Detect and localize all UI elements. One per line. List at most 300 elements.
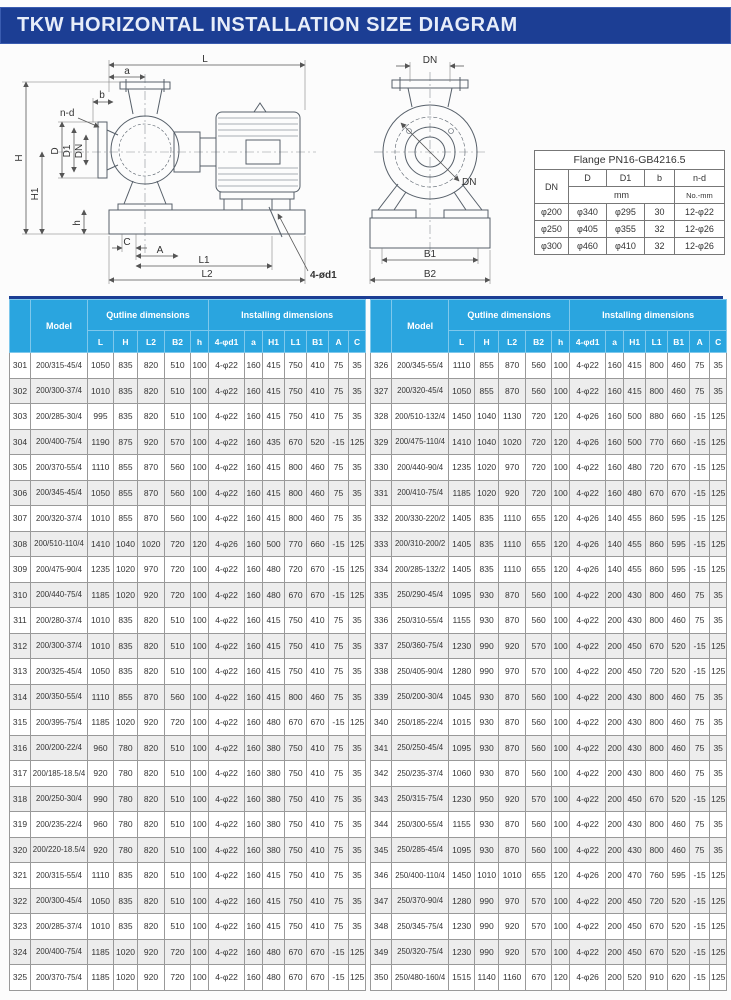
dimension-cell: 1110 <box>499 531 526 557</box>
dimension-cell: 570 <box>526 659 552 685</box>
table-row <box>10 557 366 583</box>
dimension-cell: 35 <box>349 914 366 940</box>
dimension-cell: 855 <box>114 455 138 481</box>
table-row <box>10 786 366 812</box>
dimension-cell: -15 <box>690 659 710 685</box>
dimension-cell: 1010 <box>88 914 114 940</box>
column-header: L2 <box>499 331 526 353</box>
dimension-cell: 560 <box>526 761 552 787</box>
column-header: C <box>710 331 727 353</box>
model-cell: 250/235-37/4 <box>392 761 449 787</box>
table-row <box>10 404 366 430</box>
dimension-cell: 415 <box>263 863 285 889</box>
dimension-cell: 35 <box>349 812 366 838</box>
dimension-cell: 780 <box>114 837 138 863</box>
column-header: L <box>449 331 475 353</box>
table-row <box>371 710 727 736</box>
row-number-cell: 344 <box>371 812 392 838</box>
dimension-cell: 820 <box>138 659 165 685</box>
dimension-cell: 380 <box>263 735 285 761</box>
dimension-cell: 4-φ22 <box>209 837 245 863</box>
dimension-cell: 100 <box>191 429 209 455</box>
dimension-cell: 125 <box>710 914 727 940</box>
dimension-cell: 750 <box>285 914 307 940</box>
dimension-cell: 200 <box>606 710 624 736</box>
dimension-cell: 1020 <box>114 710 138 736</box>
dimension-cell: 870 <box>499 608 526 634</box>
model-cell: 250/360-75/4 <box>392 633 449 659</box>
dimension-cell: 1405 <box>449 531 475 557</box>
dimension-cell: 120 <box>552 404 570 430</box>
dim-label-L1: L1 <box>198 255 210 266</box>
dim-label-h: h <box>72 220 83 226</box>
table-row <box>371 506 727 532</box>
column-header: L2 <box>138 331 165 353</box>
dimension-cell: 870 <box>499 710 526 736</box>
dimension-cell: 570 <box>526 633 552 659</box>
dimension-cell: 1130 <box>499 404 526 430</box>
model-cell: 200/370-55/4 <box>31 455 88 481</box>
dimension-cell: 720 <box>646 455 668 481</box>
dimension-cell: 120 <box>552 506 570 532</box>
dimension-cell: 1010 <box>475 863 499 889</box>
flange-table-row <box>534 204 724 221</box>
dimension-cell: 870 <box>138 480 165 506</box>
table-row <box>371 531 727 557</box>
dimension-cell: 410 <box>307 914 329 940</box>
diagram-area <box>0 50 731 294</box>
table-row <box>371 378 727 404</box>
dimension-cell: 200 <box>606 812 624 838</box>
dimension-cell: 35 <box>710 582 727 608</box>
dimension-cell: 35 <box>349 659 366 685</box>
dimension-cell: 560 <box>526 812 552 838</box>
model-cell: 200/475-90/4 <box>31 557 88 583</box>
dimension-cell: 750 <box>285 659 307 685</box>
dimension-cell: 480 <box>263 965 285 991</box>
dimension-cell: 160 <box>245 455 263 481</box>
dimension-cell: 35 <box>349 684 366 710</box>
dimension-cell: 1280 <box>449 659 475 685</box>
dimension-cell: 4-φ22 <box>570 786 606 812</box>
dimension-cell: 4-φ22 <box>209 939 245 965</box>
dimension-cell: 1185 <box>88 939 114 965</box>
dimension-cell: 100 <box>191 608 209 634</box>
row-number-cell: 321 <box>10 863 31 889</box>
spec-table-right <box>370 299 727 991</box>
dimension-cell: 1110 <box>88 863 114 889</box>
dimension-cell: 510 <box>165 863 191 889</box>
dimension-cell: 970 <box>499 455 526 481</box>
dimension-cell: 415 <box>263 506 285 532</box>
dimension-cell: 35 <box>349 633 366 659</box>
dimension-cell: 820 <box>138 888 165 914</box>
dimension-cell: 930 <box>475 582 499 608</box>
dimension-cell: 35 <box>710 812 727 838</box>
dimension-cell: 4-φ22 <box>570 812 606 838</box>
dimension-cell: 500 <box>624 404 646 430</box>
dimension-cell: 510 <box>165 735 191 761</box>
dimension-cell: 4-φ22 <box>209 429 245 455</box>
dimension-cell: 460 <box>307 480 329 506</box>
dimension-cell: 750 <box>285 888 307 914</box>
dimension-cell: 800 <box>646 812 668 838</box>
table-row <box>10 863 366 889</box>
dimension-cell: 415 <box>263 480 285 506</box>
dimension-cell: 100 <box>552 812 570 838</box>
dimension-cell: 460 <box>668 608 690 634</box>
column-header: A <box>690 331 710 353</box>
flange-cell: φ405 <box>568 221 606 238</box>
dimension-cell: 720 <box>165 531 191 557</box>
dimension-cell: 4-φ22 <box>209 353 245 379</box>
dimension-cell: 720 <box>526 455 552 481</box>
dimension-cell: 560 <box>165 480 191 506</box>
dimension-cell: 835 <box>475 506 499 532</box>
dimension-cell: 560 <box>526 684 552 710</box>
dimension-cell: 720 <box>165 582 191 608</box>
dimension-cell: 100 <box>552 633 570 659</box>
dimension-cell: 820 <box>138 786 165 812</box>
model-cell: 200/350-55/4 <box>31 684 88 710</box>
dimension-cell: 100 <box>191 404 209 430</box>
dimension-cell: 1410 <box>88 531 114 557</box>
dimension-cell: 720 <box>526 429 552 455</box>
column-header: L1 <box>285 331 307 353</box>
dimension-cell: 510 <box>165 404 191 430</box>
dimension-cell: 1020 <box>114 939 138 965</box>
dimension-cell: 595 <box>668 506 690 532</box>
dim-label-DN-diag: DN <box>462 177 477 188</box>
dimension-cell: 1110 <box>499 557 526 583</box>
row-number-header <box>371 300 392 353</box>
column-header: B2 <box>165 331 191 353</box>
row-number-cell: 311 <box>10 608 31 634</box>
dimension-cell: 4-φ22 <box>570 914 606 940</box>
dimension-cell: 880 <box>646 404 668 430</box>
dimension-cell: 670 <box>307 710 329 736</box>
dimension-cell: 410 <box>307 378 329 404</box>
dimension-cell: -15 <box>329 710 349 736</box>
page-title: TKW HORIZONTAL INSTALLATION SIZE DIAGRAM <box>0 7 731 44</box>
dimension-cell: 35 <box>710 378 727 404</box>
dimension-cell: 560 <box>165 684 191 710</box>
dimension-cell: 125 <box>710 404 727 430</box>
dimension-cell: 120 <box>552 531 570 557</box>
row-number-cell: 324 <box>10 939 31 965</box>
dimension-cell: 460 <box>307 506 329 532</box>
dimension-cell: 1045 <box>449 684 475 710</box>
dimension-cell: 35 <box>710 608 727 634</box>
dimension-cell: 4-φ22 <box>570 888 606 914</box>
dimension-cell: 160 <box>245 404 263 430</box>
dimension-cell: 780 <box>114 786 138 812</box>
row-number-cell: 309 <box>10 557 31 583</box>
dimension-cell: 100 <box>191 378 209 404</box>
flange-cell: φ250 <box>534 221 568 238</box>
dimension-cell: 4-φ22 <box>570 837 606 863</box>
dimension-cell: 100 <box>552 710 570 736</box>
dimension-cell: 125 <box>349 582 366 608</box>
dimension-cell: 920 <box>499 480 526 506</box>
pump-body-outline <box>98 79 305 237</box>
model-cell: 200/475-110/4 <box>392 429 449 455</box>
table-row <box>10 531 366 557</box>
dimension-cell: 35 <box>349 786 366 812</box>
dimension-cell: 75 <box>690 812 710 838</box>
dimension-cell: 75 <box>329 608 349 634</box>
dimension-cell: 990 <box>475 939 499 965</box>
dim-label-bolt: 4-ød1 <box>310 270 337 281</box>
dimension-cell: 100 <box>191 863 209 889</box>
dimension-cell: 920 <box>499 914 526 940</box>
table-row <box>371 786 727 812</box>
dimension-cell: 450 <box>624 939 646 965</box>
table-row <box>371 863 727 889</box>
row-number-cell: 348 <box>371 914 392 940</box>
dimension-cell: 450 <box>624 786 646 812</box>
dimension-cell: 910 <box>646 965 668 991</box>
dimension-cell: 140 <box>606 506 624 532</box>
dimension-cell: 35 <box>349 888 366 914</box>
dimension-cell: 455 <box>624 506 646 532</box>
dimension-cell: 1185 <box>88 710 114 736</box>
table-row <box>371 684 727 710</box>
dimension-cell: 460 <box>668 837 690 863</box>
dimension-cell: 160 <box>245 557 263 583</box>
dimension-cell: 125 <box>710 965 727 991</box>
dimension-cell: 4-φ22 <box>570 353 606 379</box>
dimension-cell: 800 <box>646 353 668 379</box>
model-cell: 200/330-220/2 <box>392 506 449 532</box>
dimension-cell: 1040 <box>475 404 499 430</box>
dimension-cell: 800 <box>646 378 668 404</box>
row-number-cell: 301 <box>10 353 31 379</box>
dimension-cell: 125 <box>710 888 727 914</box>
dimension-cell: -15 <box>329 531 349 557</box>
dimension-cell: 1110 <box>88 684 114 710</box>
table-row <box>371 761 727 787</box>
dimension-cell: 820 <box>138 353 165 379</box>
dimension-cell: 1185 <box>88 582 114 608</box>
dimension-cell: 800 <box>285 455 307 481</box>
model-cell: 200/300-45/4 <box>31 888 88 914</box>
dimension-cell: 460 <box>668 353 690 379</box>
dimension-cell: 510 <box>165 608 191 634</box>
dimension-cell: 1020 <box>499 429 526 455</box>
model-cell: 200/250-30/4 <box>31 786 88 812</box>
dimension-cell: 510 <box>165 633 191 659</box>
dimension-cell: 520 <box>307 429 329 455</box>
dimension-cell: 160 <box>245 710 263 736</box>
dimension-cell: 800 <box>285 506 307 532</box>
flange-unit-mm: mm <box>568 187 674 204</box>
flange-col-d1: D1 <box>606 170 644 187</box>
dimension-cell: 1050 <box>88 480 114 506</box>
table-row <box>10 353 366 379</box>
dimension-cell: 75 <box>329 378 349 404</box>
dimension-cell: 1110 <box>88 455 114 481</box>
table-row <box>371 659 727 685</box>
dimension-cell: 520 <box>668 786 690 812</box>
dimension-cell: 160 <box>245 608 263 634</box>
dimension-cell: -15 <box>690 404 710 430</box>
dimension-cell: 480 <box>263 557 285 583</box>
model-cell: 250/290-45/4 <box>392 582 449 608</box>
dimension-cell: 450 <box>624 633 646 659</box>
dimension-cell: 4-φ22 <box>209 404 245 430</box>
dimension-cell: 835 <box>114 404 138 430</box>
flange-table-row <box>534 221 724 238</box>
dimension-cell: 100 <box>191 353 209 379</box>
dimension-cell: 4-φ22 <box>209 914 245 940</box>
dimension-cell: 720 <box>646 888 668 914</box>
dimension-cell: 4-φ22 <box>209 633 245 659</box>
dimension-cell: 75 <box>690 608 710 634</box>
dimension-cell: 4-φ22 <box>209 965 245 991</box>
dimension-cell: 35 <box>349 837 366 863</box>
dimension-cell: 920 <box>499 633 526 659</box>
dimension-cell: 100 <box>552 684 570 710</box>
dimension-cell: 800 <box>646 735 668 761</box>
dimension-cell: 720 <box>285 557 307 583</box>
dimension-cell: 160 <box>245 761 263 787</box>
dimension-cell: 35 <box>710 837 727 863</box>
dimension-cell: -15 <box>690 506 710 532</box>
flange-cell: 32 <box>644 238 674 255</box>
dimension-cell: 1230 <box>449 786 475 812</box>
dimension-cell: 4-φ26 <box>570 557 606 583</box>
dimension-cell: 855 <box>114 684 138 710</box>
dimension-cell: 75 <box>329 404 349 430</box>
flange-table <box>534 150 725 255</box>
dimension-cell: 100 <box>552 914 570 940</box>
dimension-cell: 100 <box>191 939 209 965</box>
table-row <box>10 455 366 481</box>
column-header: B1 <box>668 331 690 353</box>
dimension-cell: 410 <box>307 404 329 430</box>
table-row <box>10 582 366 608</box>
dimension-cell: 510 <box>165 353 191 379</box>
model-cell: 250/400-110/4 <box>392 863 449 889</box>
dimension-cell: 930 <box>475 710 499 736</box>
dimension-cell: 100 <box>191 633 209 659</box>
model-cell: 200/315-55/4 <box>31 863 88 889</box>
dimension-cell: -15 <box>690 914 710 940</box>
model-cell: 200/510-110/4 <box>31 531 88 557</box>
row-number-header <box>10 300 31 353</box>
row-number-cell: 308 <box>10 531 31 557</box>
dimension-cell: 920 <box>499 786 526 812</box>
table-row <box>371 939 727 965</box>
dim-label-a: a <box>124 66 130 77</box>
dimension-cell: 160 <box>606 429 624 455</box>
dimension-cell: 410 <box>307 659 329 685</box>
dimension-cell: 920 <box>138 939 165 965</box>
dimension-cell: 855 <box>475 378 499 404</box>
dimension-cell: 380 <box>263 837 285 863</box>
dimension-cell: 4-φ22 <box>209 863 245 889</box>
dimension-cell: 655 <box>526 531 552 557</box>
dimension-cell: 410 <box>307 608 329 634</box>
dimension-cell: 160 <box>245 735 263 761</box>
dimension-cell: 920 <box>499 939 526 965</box>
dimension-cell: 100 <box>191 710 209 736</box>
dimension-cell: 35 <box>349 735 366 761</box>
dimension-cell: 160 <box>606 353 624 379</box>
dimension-cell: 520 <box>668 633 690 659</box>
dimension-cell: 200 <box>606 633 624 659</box>
dimension-cell: 460 <box>668 761 690 787</box>
dimension-cell: 4-φ22 <box>570 684 606 710</box>
dimension-cell: 800 <box>646 608 668 634</box>
dimension-cell: 4-φ22 <box>209 710 245 736</box>
dimension-cell: 520 <box>668 914 690 940</box>
dimension-cell: 200 <box>606 659 624 685</box>
dimension-cell: 1050 <box>449 378 475 404</box>
column-header: h <box>552 331 570 353</box>
dimension-cell: 410 <box>307 837 329 863</box>
dimension-cell: 100 <box>191 659 209 685</box>
dim-label-L: L <box>202 54 208 65</box>
dimension-cell: 200 <box>606 914 624 940</box>
dimension-cell: 820 <box>138 837 165 863</box>
model-header: Model <box>392 300 449 353</box>
dimension-cell: 1010 <box>88 633 114 659</box>
dimension-cell: 960 <box>88 812 114 838</box>
dimension-cell: -15 <box>690 480 710 506</box>
dimension-cell: 835 <box>114 888 138 914</box>
dimension-cell: 870 <box>499 684 526 710</box>
dimension-cell: 460 <box>668 684 690 710</box>
dimension-cell: 870 <box>138 455 165 481</box>
dimension-cell: 430 <box>624 582 646 608</box>
row-number-cell: 326 <box>371 353 392 379</box>
row-number-cell: 328 <box>371 404 392 430</box>
row-number-cell: 317 <box>10 761 31 787</box>
dimension-cell: 460 <box>668 378 690 404</box>
dimension-cell: -15 <box>690 531 710 557</box>
dimension-cell: 920 <box>138 965 165 991</box>
table-row <box>371 353 727 379</box>
dimension-cell: 100 <box>191 812 209 838</box>
dimension-cell: 835 <box>114 659 138 685</box>
dimension-cell: 835 <box>114 914 138 940</box>
model-cell: 200/345-55/4 <box>392 353 449 379</box>
dimension-cell: 160 <box>245 378 263 404</box>
spec-table-left <box>9 299 366 991</box>
dimension-cell: 1010 <box>499 863 526 889</box>
flange-col-nd: n-d <box>674 170 724 187</box>
flange-cell: φ355 <box>606 221 644 238</box>
dimension-cell: 595 <box>668 557 690 583</box>
dimension-cell: 4-φ22 <box>209 506 245 532</box>
dimension-cell: 35 <box>349 404 366 430</box>
row-number-cell: 341 <box>371 735 392 761</box>
dimension-cell: 1190 <box>88 429 114 455</box>
dimension-cell: 480 <box>263 939 285 965</box>
dimension-cell: 4-φ22 <box>570 761 606 787</box>
dimension-cell: 990 <box>475 659 499 685</box>
dimension-cell: 125 <box>710 633 727 659</box>
table-row <box>10 506 366 532</box>
row-number-cell: 335 <box>371 582 392 608</box>
dimension-cell: 770 <box>285 531 307 557</box>
dimension-cell: 100 <box>552 480 570 506</box>
table-row <box>10 888 366 914</box>
model-cell: 200/220-18.5/4 <box>31 837 88 863</box>
dimension-cell: 100 <box>191 914 209 940</box>
